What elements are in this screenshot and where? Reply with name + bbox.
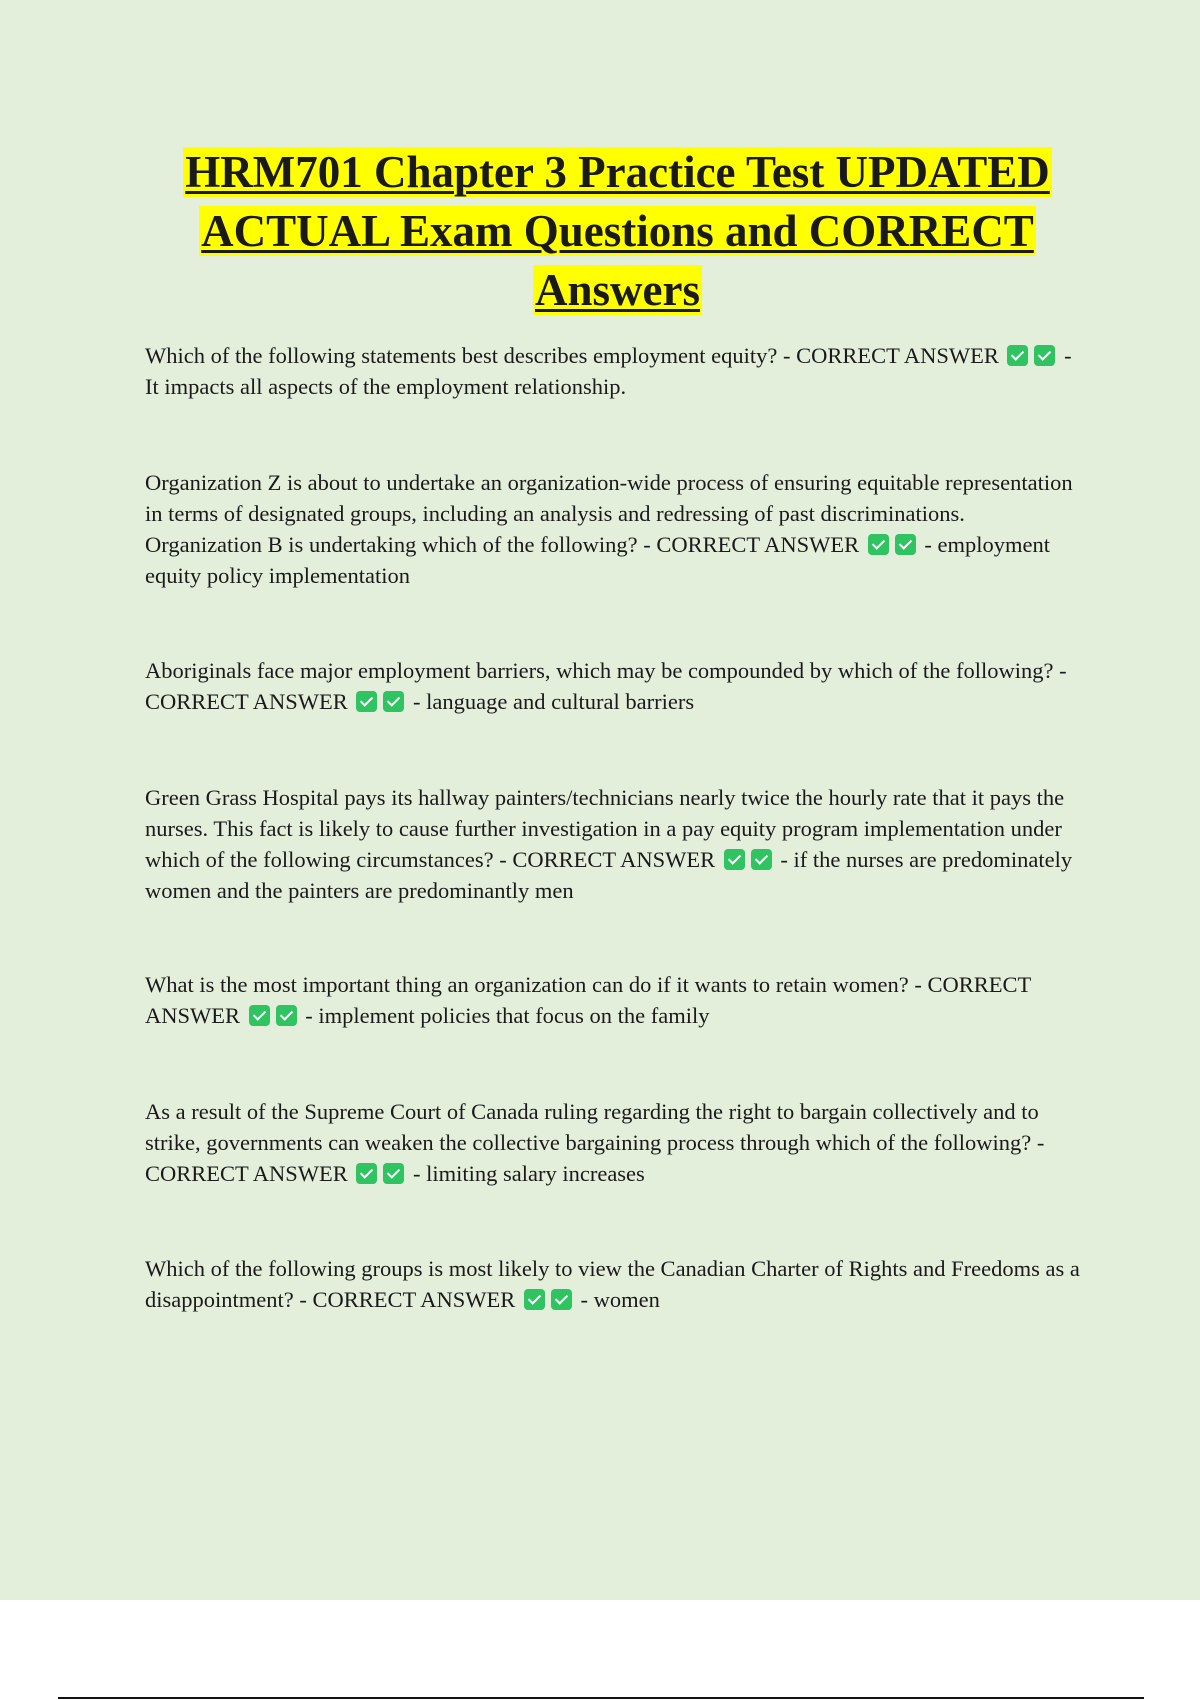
footer-divider xyxy=(58,1697,1144,1699)
qa-item xyxy=(145,969,1085,1031)
check-box-icon xyxy=(724,849,745,870)
answer-label: - CORRECT ANSWER xyxy=(145,1130,1045,1186)
check-box-icon xyxy=(383,691,404,712)
answer-text: - limiting salary increases xyxy=(413,1161,645,1186)
answer-text: - It impacts all aspects of the employment relationship. xyxy=(145,343,1072,399)
qa-item xyxy=(145,1253,1085,1315)
check-box-icon xyxy=(249,1005,270,1026)
question-text: As a result of the Supreme Court of Canada ruling regarding the right to bargain collectively and to strike, governments can weaken the collective bargaining process through which of the following? xyxy=(145,1099,1039,1155)
answer-label: - CORRECT ANSWER xyxy=(145,658,1067,714)
answer-label: - CORRECT ANSWER xyxy=(499,847,716,872)
qa-item xyxy=(145,340,1085,402)
check-box-icon xyxy=(1007,345,1028,366)
qa-item xyxy=(145,1096,1085,1189)
title-text: HRM701 Chapter 3 Practice Test UPDATED ACTUAL Exam Questions and CORRECT Answers xyxy=(185,147,1050,315)
qa-item xyxy=(145,782,1085,906)
question-text: What is the most important thing an organization can do if it wants to retain women? xyxy=(145,972,909,997)
check-box-icon xyxy=(356,691,377,712)
check-box-icon xyxy=(1034,345,1055,366)
answer-label: - CORRECT ANSWER xyxy=(782,343,999,368)
answer-text: - if the nurses are predominately women and the painters are predominantly men xyxy=(145,847,1073,903)
check-box-icon xyxy=(551,1289,572,1310)
answer-text: - women xyxy=(580,1287,660,1312)
check-box-icon xyxy=(751,849,772,870)
check-box-icon xyxy=(524,1289,545,1310)
question-text: Which of the following statements best describes employment equity? xyxy=(145,343,778,368)
document-title xyxy=(120,143,1115,320)
answer-label: - CORRECT ANSWER xyxy=(299,1287,516,1312)
answer-text: - language and cultural barriers xyxy=(413,689,695,714)
check-box-icon xyxy=(895,534,916,555)
qa-item xyxy=(145,655,1085,717)
answer-label: - CORRECT ANSWER xyxy=(643,532,860,557)
question-text: Which of the following groups is most likely to view the Canadian Charter of Rights and Freedoms as a disappointment? xyxy=(145,1256,1080,1312)
answer-label: - CORRECT ANSWER xyxy=(145,972,1031,1028)
check-box-icon xyxy=(276,1005,297,1026)
question-text: Organization Z is about to undertake an organization-wide process of ensuring equitable representation in terms of designated groups, including an analysis and redressing of past discriminations. Organization B is undertaking which of the following? xyxy=(145,470,1073,557)
check-box-icon xyxy=(356,1163,377,1184)
question-text: Green Grass Hospital pays its hallway painters/technicians nearly twice the hourly rate that it pays the nurses. This fact is likely to cause further investigation in a pay equity program implementation under which of the following circumstances? xyxy=(145,785,1065,872)
qa-item xyxy=(145,467,1085,591)
question-text: Aboriginals face major employment barriers, which may be compounded by which of the following? xyxy=(145,658,1054,683)
answer-text: - implement policies that focus on the family xyxy=(305,1003,710,1028)
answer-text: - employment equity policy implementation xyxy=(145,532,1050,588)
check-box-icon xyxy=(868,534,889,555)
check-box-icon xyxy=(383,1163,404,1184)
